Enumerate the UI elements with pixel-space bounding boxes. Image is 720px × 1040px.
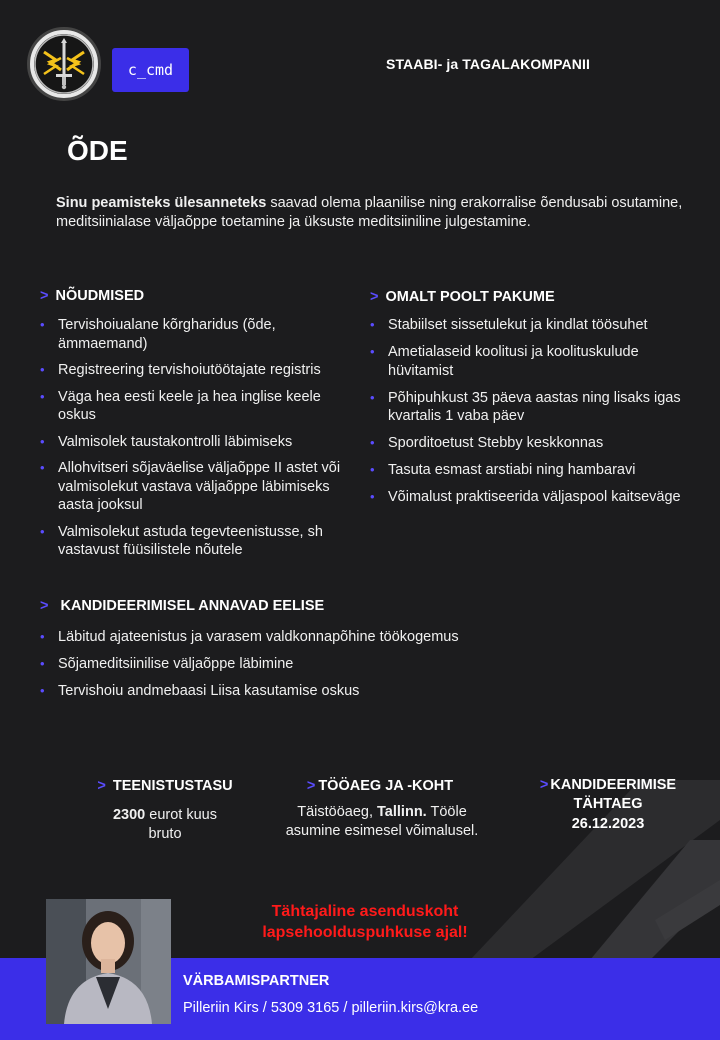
worktime-prefix: Täistööaeg, — [297, 804, 378, 820]
list-item — [40, 433, 360, 452]
requirements-list — [40, 316, 360, 568]
advantages-list — [40, 628, 680, 709]
list-item — [370, 461, 685, 480]
salary-value — [95, 806, 235, 844]
list-item-text: Registreering tervishoiutöötajate registris — [58, 362, 321, 378]
list-item-text: Põhipuhkust 35 päeva aastas ning lisaks igas kvartalis 1 vaba päev — [388, 389, 681, 424]
worktime-suffix: Tööle asumine esimesel võimalusel. — [285, 804, 479, 839]
chevron-right-icon: > — [539, 777, 549, 793]
chevron-right-icon: > — [40, 288, 49, 304]
salary-heading-text: TEENISTUSTASU — [112, 778, 233, 794]
worktime-city: Tallinn. — [377, 804, 427, 820]
bullet-icon: • — [40, 433, 45, 449]
bullet-icon: • — [370, 462, 375, 477]
list-item — [40, 682, 680, 701]
person-photo-icon — [46, 899, 171, 1024]
bullet-icon: • — [370, 489, 375, 504]
worktime-value — [268, 803, 496, 841]
offers-list — [370, 316, 685, 515]
salary-amount: 2300 — [112, 807, 146, 823]
salary-unit: eurot kuus bruto — [145, 807, 217, 842]
bullet-icon: • — [370, 344, 375, 359]
recruiter-contact[interactable]: Pilleriin Kirs / 5309 3165 / pilleriin.kirs@kra.ee — [183, 1000, 479, 1016]
list-item-text: Sõjameditsiinilise väljaõppe läbimine — [58, 656, 294, 672]
list-item — [370, 343, 685, 380]
deadline-heading — [528, 776, 688, 814]
list-item — [370, 389, 685, 426]
salary-heading — [80, 777, 250, 796]
list-item — [40, 523, 360, 560]
bullet-icon: • — [40, 317, 45, 332]
emblem-logo — [27, 27, 101, 101]
advantages-heading-text: KANDIDEERIMISEL ANNAVAD EELISE — [60, 598, 325, 614]
list-item-text: Võimalust praktiseerida väljaspool kaitseväge — [388, 489, 681, 505]
list-item-text: Allohvitseri sõjaväelise väljaõppe II astet või valmisolekut vastava väljaõppe läbimiseks aasta jooksul — [58, 460, 341, 513]
bullet-icon: • — [370, 317, 375, 332]
bullet-icon: • — [40, 629, 45, 644]
list-item-text: Stabiilset sissetulekut ja kindlat töösuhet — [388, 317, 648, 333]
list-item-text: Sporditoetust Stebby keskkonnas — [388, 435, 604, 451]
recruiter-photo — [46, 899, 171, 1024]
emblem-icon — [34, 34, 94, 94]
list-item — [40, 316, 360, 353]
chevron-right-icon: > — [97, 778, 106, 794]
bullet-icon: • — [40, 523, 45, 539]
chevron-right-icon: > — [370, 289, 379, 305]
bullet-icon: • — [370, 389, 375, 405]
list-item — [40, 388, 360, 425]
list-item — [370, 316, 685, 335]
recruiter-label: VÄRBAMISPARTNER — [183, 973, 330, 989]
offers-heading — [370, 289, 555, 305]
list-item-text: Tervishoiu andmebaasi Liisa kasutamise oskus — [58, 683, 360, 699]
list-item-text: Tasuta esmast arstiabi ning hambaravi — [388, 462, 636, 478]
requirements-heading-text: NÕUDMISED — [55, 288, 145, 304]
intro-text — [56, 194, 686, 232]
worktime-heading-text: TÖÖAEG JA -KOHT — [318, 778, 454, 794]
requirements-heading — [40, 288, 144, 304]
chevron-right-icon: > — [306, 778, 316, 794]
intro-bold: Sinu peamisteks ülesanneteks — [56, 195, 267, 211]
list-item-text: Väga hea eesti keele ja hea inglise keele oskus — [58, 388, 321, 423]
deadline-date: 26.12.2023 — [571, 816, 645, 832]
list-item-text: Läbitud ajateenistus ja varasem valdkonnapõhine töökogemus — [58, 629, 459, 645]
list-item — [40, 655, 680, 674]
list-item-text: Valmisolekut astuda tegevteenistusse, sh vastavust füüsilistele nõutele — [58, 523, 323, 558]
deadline-heading-text: KANDIDEERIMISE TÄHTAEG — [550, 777, 677, 812]
advantages-heading — [40, 598, 324, 614]
bullet-icon: • — [370, 435, 375, 450]
intro-rest: saavad olema plaanilise ning erakorralise õendusabi osutamine, meditsiinialase väljaõppe toetamine ja üksuste meditsiiniline julgestamine. — [56, 195, 683, 230]
list-item-text: Valmisolek taustakontrolli läbimiseks — [58, 433, 293, 450]
list-item — [40, 459, 360, 515]
page-title: ÕDE — [67, 135, 128, 166]
list-item-text: Tervishoiualane kõrgharidus (õde, ämmaemand) — [58, 317, 276, 352]
offers-heading-text: OMALT POOLT PAKUME — [385, 289, 555, 305]
notice-text: Tähtajaline asenduskoht lapsehoolduspuhkuse ajal! — [262, 903, 468, 941]
list-item-text: Ametialaseid koolitusi ja koolituskulude hüvitamist — [388, 344, 639, 379]
bullet-icon: • — [40, 388, 45, 404]
cmd-badge: c_cmd — [112, 48, 189, 92]
bullet-icon: • — [40, 362, 45, 377]
list-item — [40, 628, 680, 647]
list-item — [40, 361, 360, 380]
list-item — [370, 434, 685, 453]
worktime-heading — [280, 777, 480, 796]
chevron-right-icon: > — [40, 598, 49, 614]
bullet-icon: • — [40, 656, 45, 671]
bullet-icon: • — [40, 460, 45, 475]
company-name: STAABI- ja TAGALAKOMPANII — [386, 56, 590, 72]
bullet-icon: • — [40, 683, 45, 698]
list-item — [370, 488, 685, 507]
